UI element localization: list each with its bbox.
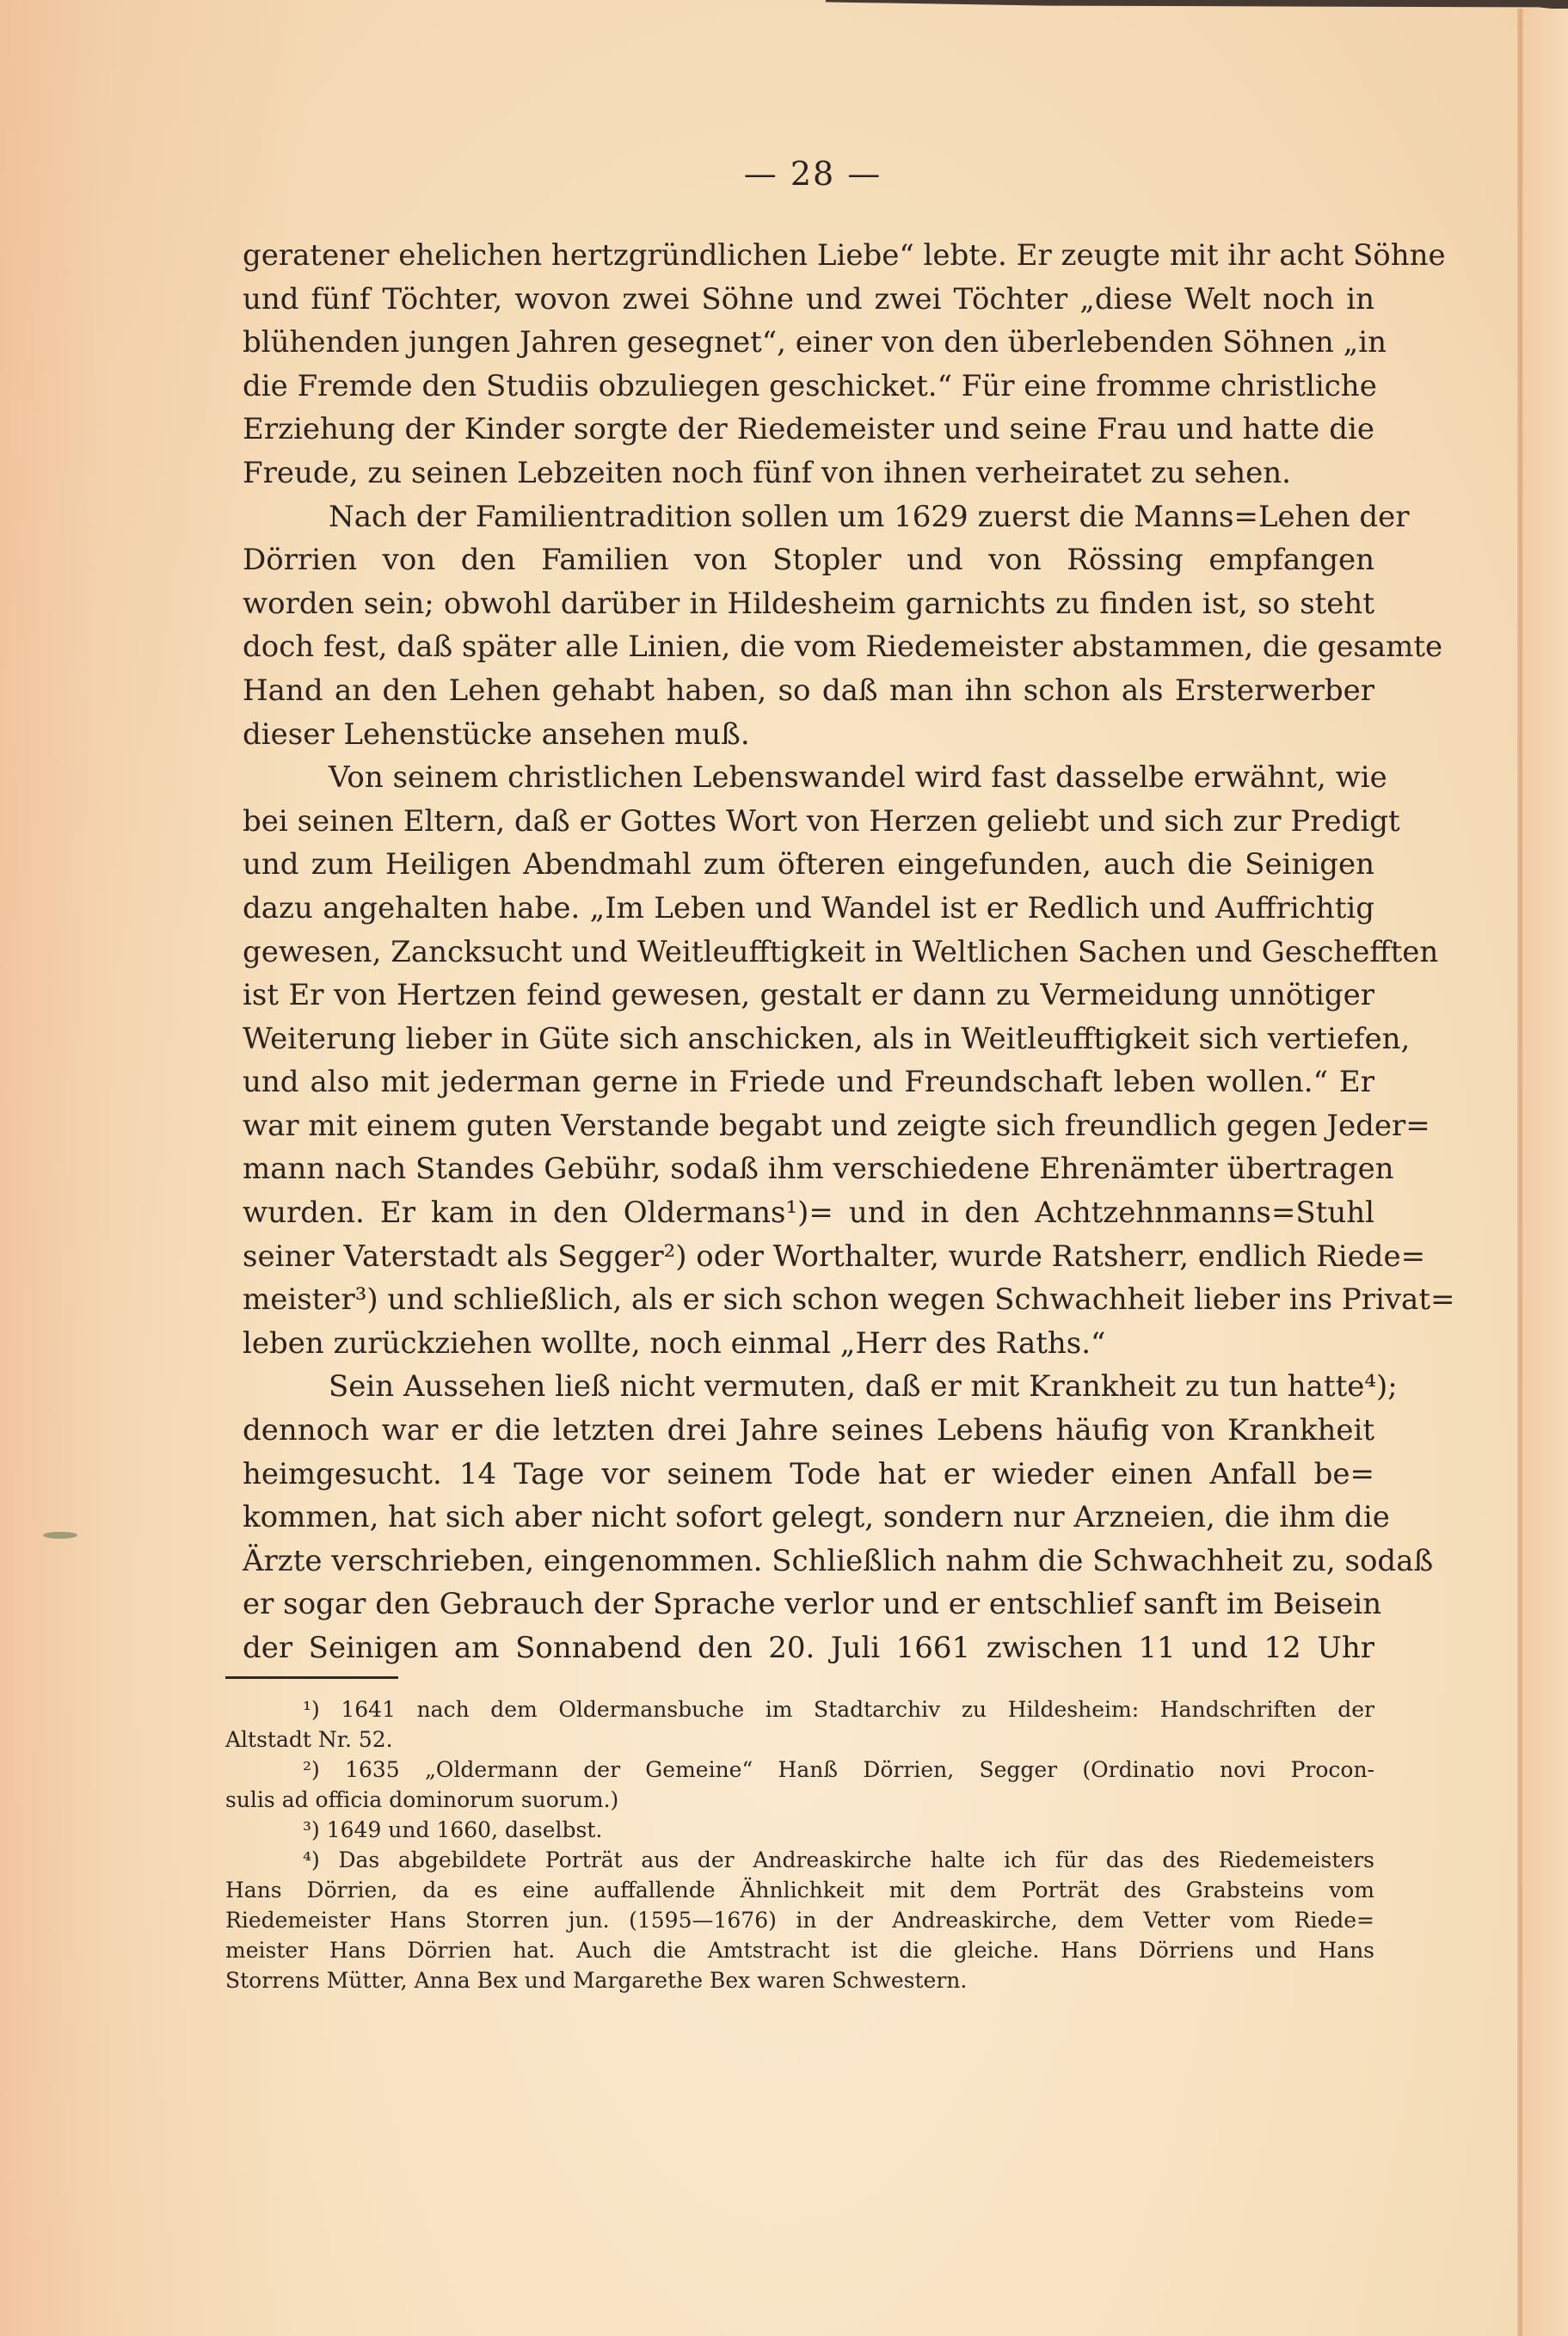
page-fold <box>1517 9 1524 2336</box>
footnote-line: sulis ad officia dominorum suorum.) <box>225 1787 619 1812</box>
text-line: ist Er von Hertzen feind gewesen, gestalt er dann zu Vermeidung unnötiger <box>243 978 1374 1013</box>
text-line: Hand an den Lehen gehabt haben, so daß man ihn schon als Ersterwerber <box>243 673 1374 708</box>
text-line: Erziehung der Kinder sorgte der Riedemeister und seine Frau und hatte die <box>243 412 1374 447</box>
text-line: bei seinen Eltern, daß er Gottes Wort von Herzen geliebt und sich zur Predigt <box>243 803 1400 839</box>
text-line: und also mit jederman gerne in Friede und Freundschaft leben wollen.“ Er <box>243 1065 1374 1100</box>
footnote-line: ¹) 1641 nach dem Oldermansbuche im Stadtarchiv zu Hildesheim: Handschriften der <box>303 1697 1374 1722</box>
text-line: die Fremde den Studiis obzuliegen geschicket.“ Für eine fromme christliche <box>243 368 1377 403</box>
text-line: Freude, zu seinen Lebzeiten noch fünf von ihnen verheiratet zu sehen. <box>243 455 1291 490</box>
ink-smudge <box>43 1532 77 1539</box>
text-line: kommen, hat sich aber nicht sofort gelegt, sondern nur Arzneien, die ihm die <box>243 1500 1390 1535</box>
footnote-line: meister Hans Dörrien hat. Auch die Amtstracht ist die gleiche. Hans Dörriens und Hans <box>225 1938 1374 1963</box>
text-line: und zum Heiligen Abendmahl zum öfteren eingefunden, auch die Seinigen <box>243 847 1374 882</box>
footnote-line: Riedemeister Hans Storren jun. (1595—1676) in der Andreaskirche, dem Vetter vom Riede= <box>225 1908 1374 1933</box>
text-line: der Seinigen am Sonnabend den 20. Juli 1661 zwischen 11 und 12 Uhr <box>243 1631 1374 1665</box>
text-line: worden sein; obwohl darüber in Hildesheim garnichts zu finden ist, so steht <box>243 586 1374 621</box>
text-line: dazu angehalten habe. „Im Leben und Wandel ist er Redlich und Auffrichtig <box>243 890 1374 925</box>
page-number: — 28 — <box>743 155 882 193</box>
footnote-line: ³) 1649 und 1660, daselbst. <box>303 1817 603 1842</box>
adjacent-page-edge <box>1524 9 1568 2336</box>
footnote-separator <box>225 1676 398 1679</box>
text-line: doch fest, daß später alle Linien, die vom Riedemeister abstammen, die gesamte <box>243 630 1443 665</box>
text-line: Nach der Familientradition sollen um 1629 zuerst die Manns=Lehen der <box>329 499 1410 534</box>
text-line: wurden. Er kam in den Oldermans¹)= und in den Achtzehnmanns=Stuhl <box>243 1196 1374 1231</box>
text-line: seiner Vaterstadt als Segger²) oder Worthalter, wurde Ratsherr, endlich Riede= <box>243 1239 1426 1274</box>
footnote-line: Storrens Mütter, Anna Bex und Margarethe Bex waren Schwestern. <box>225 1968 968 1993</box>
text-line: Ärzte verschrieben, eingenommen. Schließlich nahm die Schwachheit zu, sodaß <box>243 1543 1434 1578</box>
text-line: und fünf Töchter, wovon zwei Söhne und zwei Töchter „diese Welt noch in <box>243 281 1374 317</box>
text-line: Weiterung lieber in Güte sich anschicken, als in Weitleufftigkeit sich vertiefen, <box>243 1021 1411 1056</box>
text-line: geratener ehelichen hertzgründlichen Liebe“ lebte. Er zeugte mit ihr acht Söhne <box>243 238 1446 273</box>
footnote-line: ²) 1635 „Oldermann der Gemeine“ Hanß Dörrien, Segger (Ordinatio novi Procon- <box>303 1757 1374 1782</box>
text-line: dieser Lehenstücke ansehen muß. <box>243 716 750 752</box>
text-line: war mit einem guten Verstande begabt und zeigte sich freundlich gegen Jeder= <box>243 1108 1430 1143</box>
footnotes <box>225 1694 1374 1995</box>
footnote-line: Hans Dörrien, da es eine auffallende Ähnlichkeit mit dem Porträt des Grabsteins vom <box>225 1878 1374 1903</box>
text-line: gewesen, Zancksucht und Weitleufftigkeit in Weltlichen Sachen und Geschefften <box>243 934 1439 969</box>
footnote-line: ⁴) Das abgebildete Porträt aus der Andreaskirche halte ich für das des Riedemeisters <box>303 1847 1374 1872</box>
body-text <box>243 234 1455 1670</box>
footnote-line: Altstadt Nr. 52. <box>225 1727 393 1752</box>
text-line: Von seinem christlichen Lebenswandel wird fast dasselbe erwähnt, wie <box>329 760 1387 796</box>
text-line: mann nach Standes Gebühr, sodaß ihm verschiedene Ehrenämter übertragen <box>243 1152 1394 1187</box>
text-line: leben zurückziehen wollte, noch einmal „Herr des Raths.“ <box>243 1325 1106 1361</box>
text-line: Dörrien von den Familien von Stopler und von Rössing empfangen <box>243 543 1374 578</box>
scan-shadow-top <box>826 0 1568 10</box>
text-line: er sogar den Gebrauch der Sprache verlor und er entschlief sanft im Beisein <box>243 1587 1382 1622</box>
text-line: dennoch war er die letzten drei Jahre seines Lebens häufig von Krankheit <box>243 1413 1374 1448</box>
text-line: meister³) und schließlich, als er sich schon wegen Schwachheit lieber ins Privat= <box>243 1282 1455 1318</box>
text-line: heimgesucht. 14 Tage vor seinem Tode hat er wieder einen Anfall be= <box>243 1456 1374 1491</box>
text-line: Sein Aussehen ließ nicht vermuten, daß er mit Krankheit zu tun hatte⁴); <box>329 1369 1398 1405</box>
text-line: blühenden jungen Jahren gesegnet“, einer von den überlebenden Söhnen „in <box>243 325 1387 360</box>
